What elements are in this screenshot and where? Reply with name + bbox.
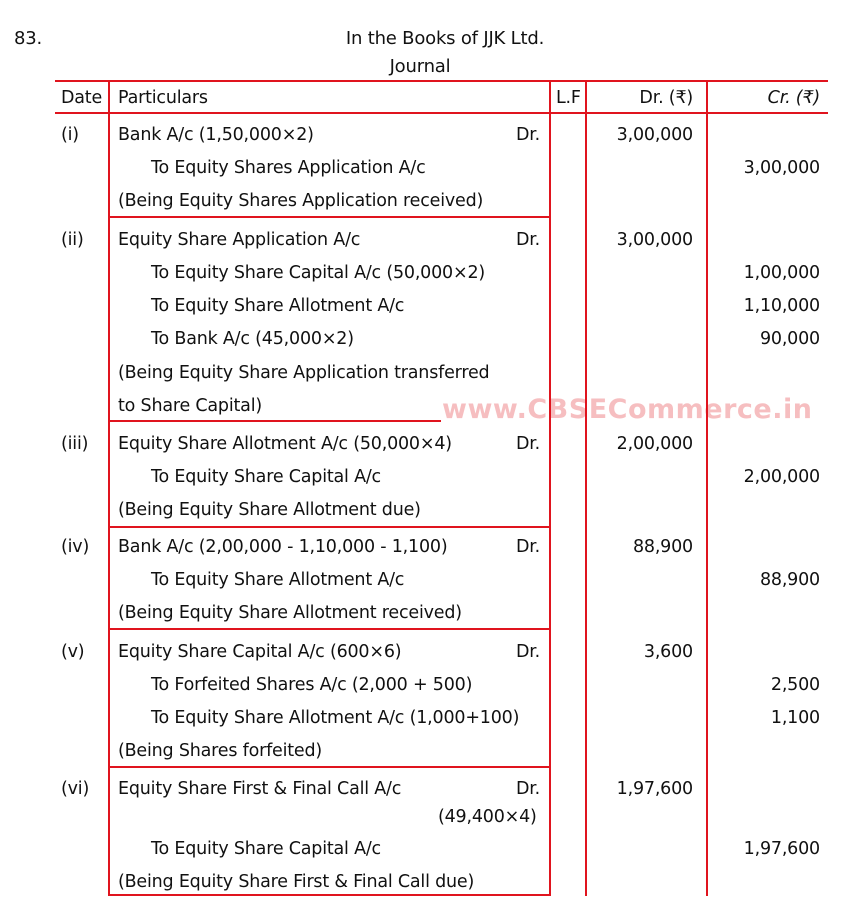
page-title: In the Books of JJK Ltd.: [345, 28, 545, 49]
narration: (Being Equity Share First & Final Call due): [118, 872, 475, 892]
entry-separator: [108, 526, 551, 528]
narration: (Being Equity Share Application transferred: [118, 363, 490, 383]
narration: (Being Equity Shares Application received): [118, 191, 484, 211]
dr-tag: Dr.: [516, 434, 541, 454]
credit-amount: 1,10,000: [743, 296, 820, 316]
column-header-credit: Cr. (₹): [767, 88, 820, 108]
particulars-column-divider: [549, 80, 551, 896]
credit-amount: 1,97,600: [743, 839, 820, 859]
credit-amount: 90,000: [759, 329, 820, 349]
column-header-debit: Dr. (₹): [639, 88, 693, 108]
dr-tag: Dr.: [516, 779, 541, 799]
debit-amount: 1,97,600: [616, 779, 693, 799]
credit-account: To Equity Share Allotment A/c (1,000+100): [151, 708, 520, 728]
column-header-particulars: Particulars: [118, 88, 208, 108]
dr-tag: Dr.: [516, 642, 541, 662]
header-bottom-rule: [55, 112, 828, 114]
debit-account: Equity Share Allotment A/c (50,000×4): [118, 434, 452, 454]
credit-amount: 1,100: [770, 708, 820, 728]
entry-date: (ii): [61, 230, 84, 250]
journal-subtitle: Journal: [389, 56, 451, 77]
column-header-lf: L.F: [556, 88, 581, 108]
debit-account: Equity Share First & Final Call A/c: [118, 779, 402, 799]
entry-date: (iii): [61, 434, 89, 454]
entry-separator: [108, 628, 551, 630]
credit-account: To Equity Share Capital A/c: [151, 467, 381, 487]
column-header-date: Date: [61, 88, 103, 108]
entry-date: (v): [61, 642, 85, 662]
credit-amount: 1,00,000: [743, 263, 820, 283]
narration: (Being Equity Share Allotment due): [118, 500, 421, 520]
dr-tag: Dr.: [516, 125, 541, 145]
credit-amount: 2,00,000: [743, 467, 820, 487]
debit-account: Bank A/c (1,50,000×2): [118, 125, 314, 145]
credit-account: To Bank A/c (45,000×2): [151, 329, 354, 349]
debit-amount: 3,00,000: [616, 125, 693, 145]
debit-calculation-note: (49,400×4): [438, 807, 537, 827]
credit-amount: 88,900: [759, 570, 820, 590]
debit-amount: 3,600: [643, 642, 693, 662]
debit-account: Equity Share Application A/c: [118, 230, 361, 250]
credit-amount: 2,500: [770, 675, 820, 695]
narration: (Being Shares forfeited): [118, 741, 323, 761]
debit-amount: 2,00,000: [616, 434, 693, 454]
debit-amount: 3,00,000: [616, 230, 693, 250]
question-number: 83.: [14, 28, 43, 49]
table-top-rule: [55, 80, 828, 82]
dr-tag: Dr.: [516, 537, 541, 557]
dr-column-divider: [706, 80, 708, 896]
credit-account: To Equity Share Capital A/c: [151, 839, 381, 859]
entry-date: (vi): [61, 779, 90, 799]
credit-amount: 3,00,000: [743, 158, 820, 178]
debit-account: Bank A/c (2,00,000 - 1,10,000 - 1,100): [118, 537, 448, 557]
debit-amount: 88,900: [632, 537, 693, 557]
entry-separator: [108, 894, 551, 896]
narration: (Being Equity Share Allotment received): [118, 603, 462, 623]
narration: to Share Capital): [118, 396, 262, 416]
debit-account: Equity Share Capital A/c (600×6): [118, 642, 402, 662]
credit-account: To Equity Shares Application A/c: [151, 158, 426, 178]
dr-tag: Dr.: [516, 230, 541, 250]
entry-separator: [108, 420, 441, 422]
lf-column-divider: [585, 80, 587, 896]
watermark: www.CBSECommerce.in: [442, 394, 813, 425]
entry-date: (iv): [61, 537, 90, 557]
date-column-divider: [108, 80, 110, 896]
credit-account: To Forfeited Shares A/c (2,000 + 500): [151, 675, 473, 695]
entry-date: (i): [61, 125, 79, 145]
entry-separator: [108, 216, 551, 218]
credit-account: To Equity Share Allotment A/c: [151, 570, 405, 590]
credit-account: To Equity Share Capital A/c (50,000×2): [151, 263, 486, 283]
credit-account: To Equity Share Allotment A/c: [151, 296, 405, 316]
entry-separator: [108, 766, 551, 768]
